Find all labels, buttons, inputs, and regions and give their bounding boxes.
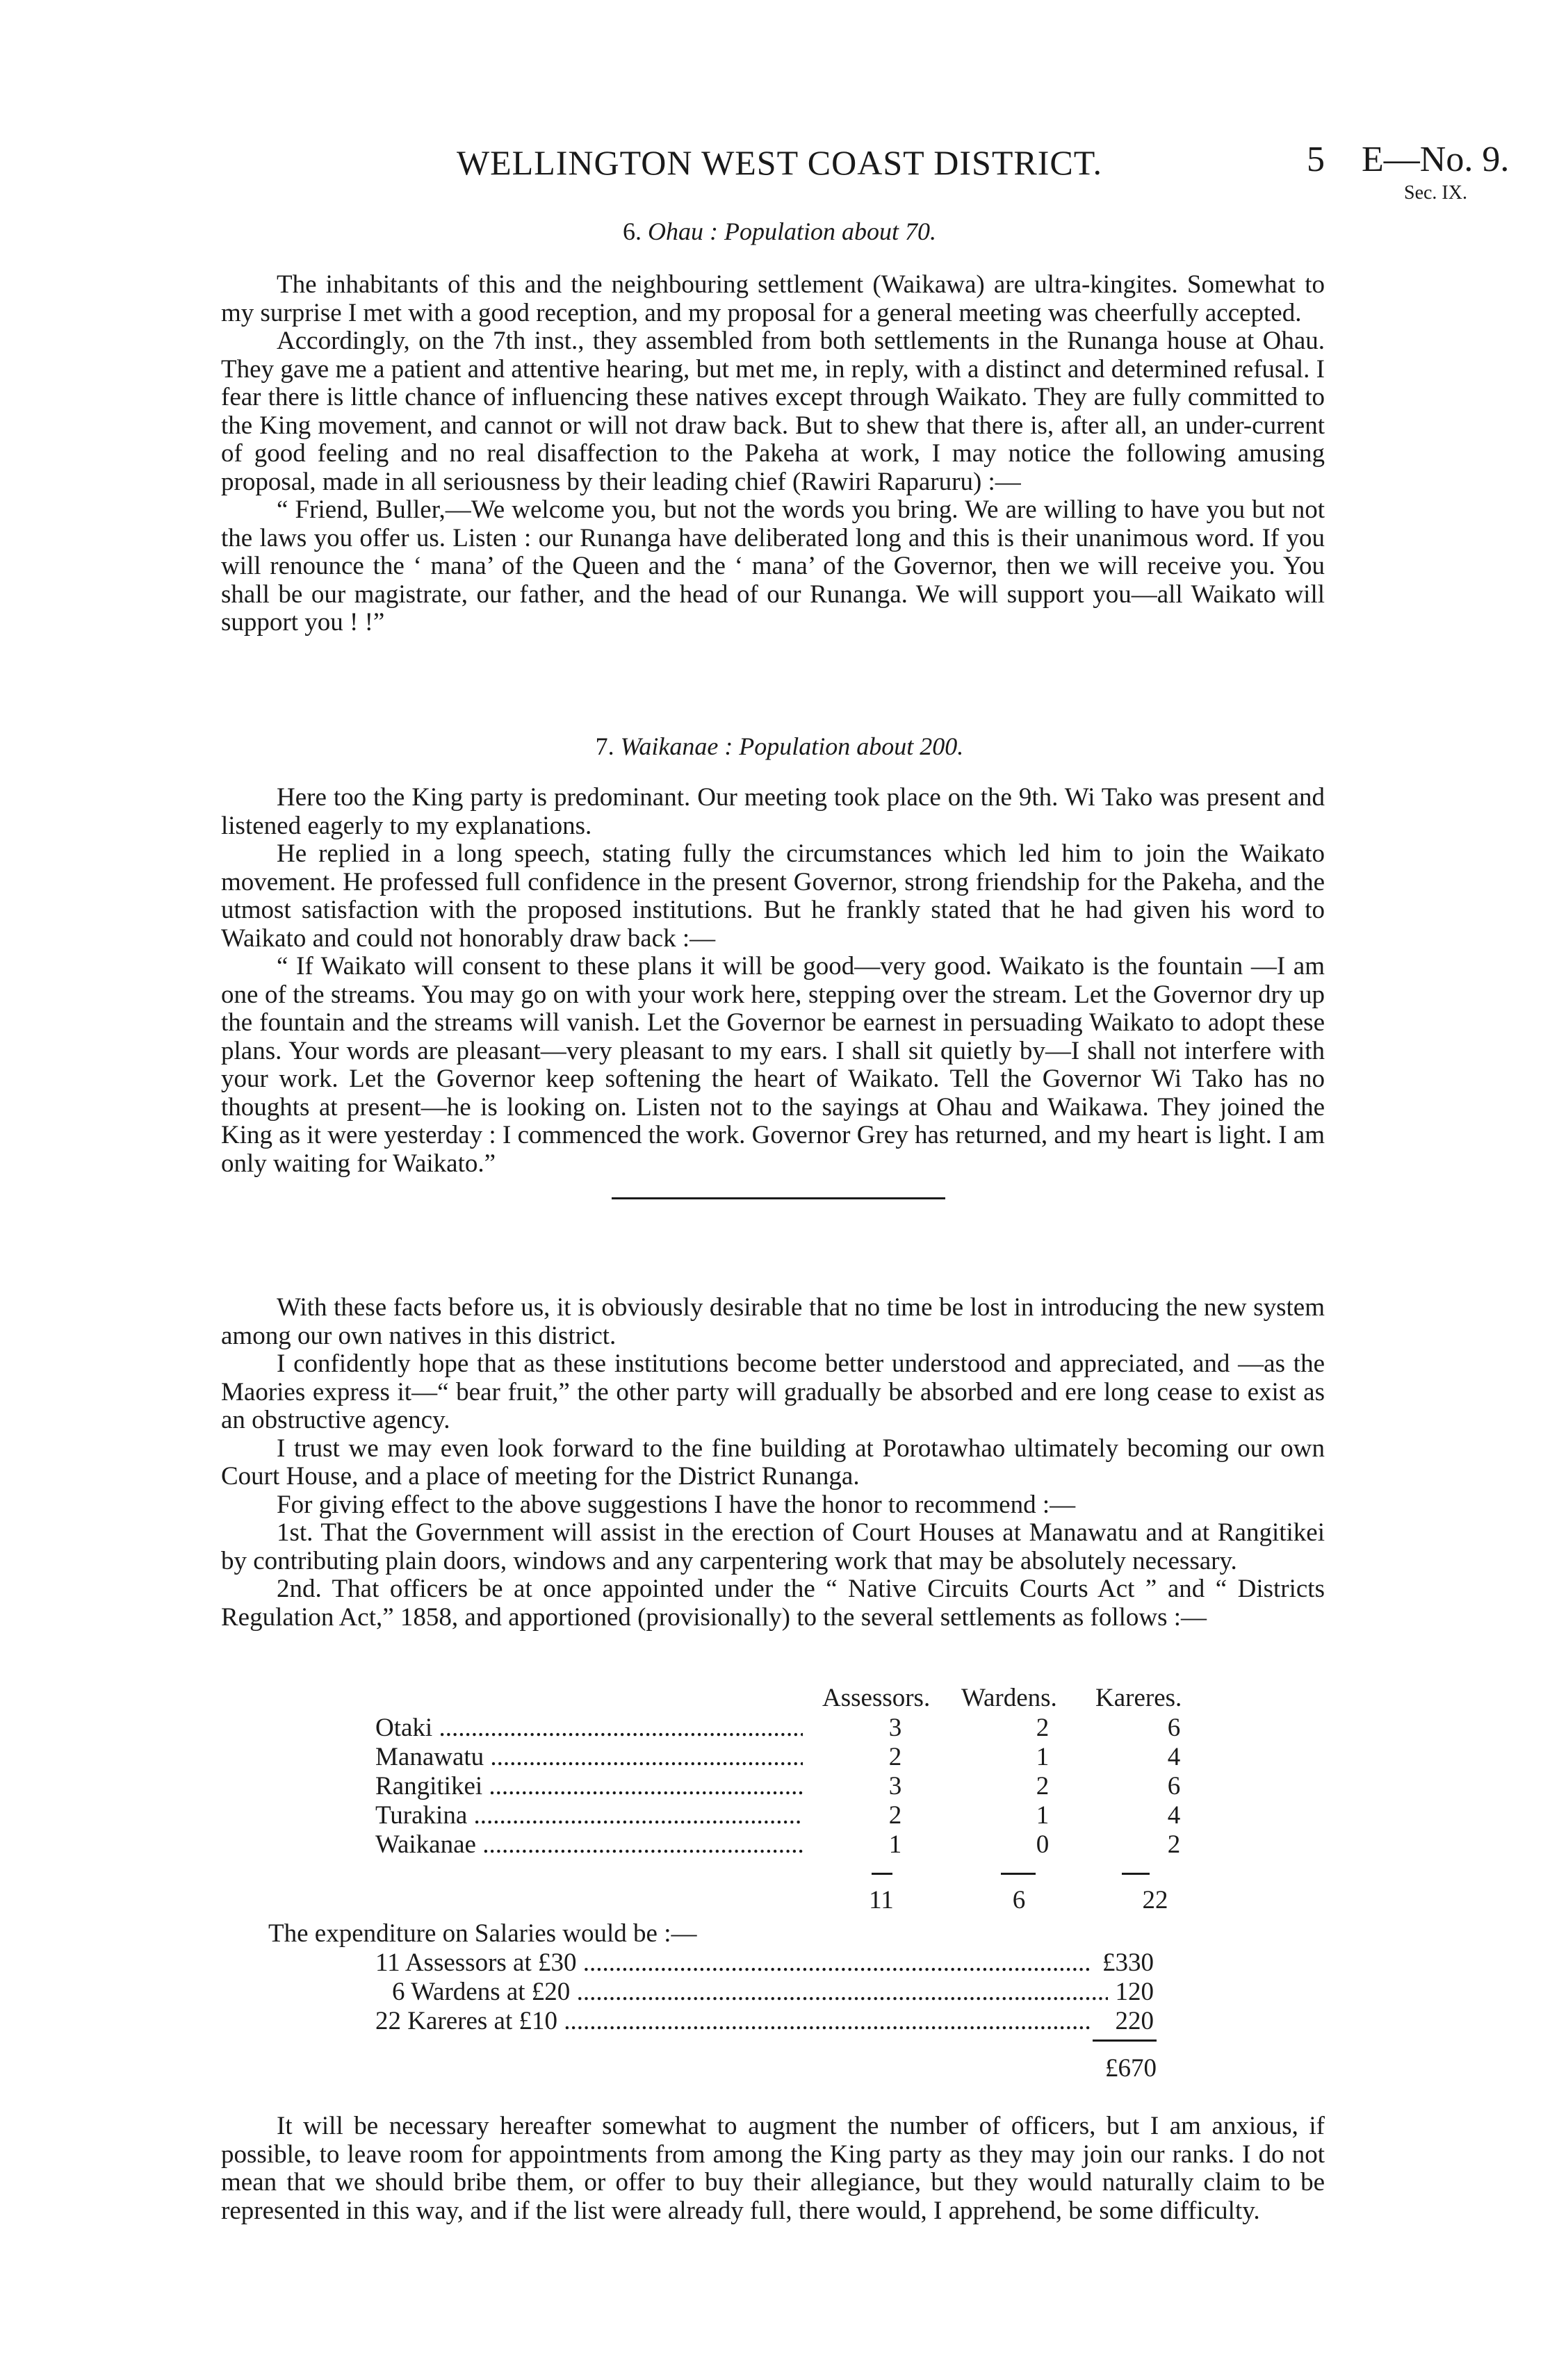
assessors-total: 11	[869, 1886, 894, 1914]
column-rule	[1122, 1873, 1150, 1875]
salary-row	[375, 1977, 1154, 2006]
section-6-number: 6.	[623, 218, 642, 245]
section-7-heading	[0, 732, 1559, 761]
assessors-count: 2	[888, 1801, 902, 1830]
salary-row	[375, 1948, 1154, 1977]
column-rule	[872, 1873, 892, 1875]
quotation-paragraph: “ If Waikato will consent to these plans it will be good—very good. Waikato is the fountain —I am one of the streams. You may go on with your work here, stepping over the stream. Let the Governor dry up the fountain and the streams will vanish. Let the Governor be earnest in persuading Waikato to adopt these plans. Your words are pleasant—very pleasant to my ears. I shall sit quietly by—I shall not interfere with your work. Let the Governor keep softening the heart of Waikato. Tell the Governor Wi Tako has no thoughts at present—he is looking on. Listen not to the sayings at Ohau and Waikawa. They joined the King as it were yesterday : I commenced the work. Governor Grey has returned, and my heart is light. I am only waiting for Waikato.”	[221, 952, 1325, 1178]
kareres-count: 4	[1167, 1801, 1181, 1830]
wardens-total: 6	[1012, 1886, 1026, 1914]
salary-amount: £330	[1100, 1948, 1154, 1978]
paragraph: Here too the King party is predominant. Our meeting took place on the 9th. Wi Tako was present and listened eagerly to my explanations.	[221, 783, 1325, 840]
paragraph: With these facts before us, it is obviously desirable that no time be lost in introducing the new system among our own natives in this district.	[221, 1293, 1325, 1350]
total-rule	[1093, 2040, 1157, 2042]
column-rule	[1001, 1873, 1036, 1875]
salaries-intro: The expenditure on Salaries would be :—	[268, 1919, 697, 1948]
quotation-paragraph: “ Friend, Buller,—We welcome you, but not the words you bring. We are willing to have you but not the laws you offer us. Listen : our Runanga have deliberated long and this is their unanimous word. If you will renounce the ‘ mana’ of the Queen and the ‘ mana’ of the Governor, then we will receive you. You shall be our magistrate, our father, and the head of our Runanga. We will support you—all Waikato will support you ! !”	[221, 495, 1325, 637]
assessors-count: 3	[888, 1772, 902, 1800]
settlement-name: Rangitikei .....	[375, 1771, 803, 1801]
paragraph: For giving effect to the above suggestions I have the honor to recommend :—	[277, 1490, 1076, 1519]
settlement-name: Turakina .....	[375, 1800, 803, 1830]
wardens-count: 2	[1036, 1772, 1050, 1800]
paragraph: I trust we may even look forward to the fine building at Porotawhao ultimately becoming our own Court House, and a place of meeting for the District Runanga.	[221, 1434, 1325, 1491]
section-7-body	[221, 784, 1325, 1178]
salary-row	[375, 2006, 1154, 2035]
kareres-count: 2	[1167, 1830, 1181, 1859]
section-6-heading	[0, 217, 1559, 246]
section-reference: Sec. IX.	[1404, 182, 1467, 204]
settlement-name: Manawatu .....	[375, 1742, 803, 1772]
paragraph: He replied in a long speech, stating fully the circumstances which led him to join the Waikato movement. He professed full confidence in the present Governor, strong friendship for the Pakeha, and the utmost satisfaction with the proposed institutions. But he frankly stated that he had given his word to Waikato and could not honorably draw back :—	[221, 839, 1325, 953]
salary-label: 6 Wardens at £20 .....	[375, 1977, 1108, 2007]
section-6-title: Ohau : Population about 70.	[648, 218, 936, 245]
table-row	[375, 1742, 1209, 1771]
settlement-name: Otaki .....	[375, 1713, 803, 1743]
assessors-count: 2	[888, 1743, 902, 1771]
kareres-count: 6	[1167, 1714, 1181, 1742]
paragraph: I confidently hope that as these institutions become better understood and appreciated, and —as the Maories express it—“ bear fruit,” the other party will gradually be absorbed and ere long cease to exist as an obstructive agency.	[221, 1349, 1325, 1434]
salary-label: 11 Assessors at £30 .....	[375, 1948, 1091, 1978]
page-reference	[1307, 139, 1509, 180]
section-7-number: 7.	[595, 732, 614, 760]
recommendation-2: 2nd. That officers be at once appointed under the “ Native Circuits Courts Act ” and “ Districts Regulation Act,” 1858, and apportioned (provisionally) to the several settlements as follows :—	[221, 1575, 1325, 1632]
settlement-name: Waikanae .....	[375, 1830, 803, 1860]
assessors-count: 1	[888, 1830, 902, 1859]
assessors-count: 3	[888, 1714, 902, 1742]
column-header-wardens: Wardens.	[961, 1684, 1057, 1712]
table-row	[375, 1800, 1209, 1830]
paragraph: Accordingly, on the 7th inst., they assembled from both settlements in the Runanga house at Ohau. They gave me a patient and attentive hearing, but met me, in reply, with a distinct and determined refusal. I fear there is little chance of influencing these natives except through Waikato. They are fully committed to the King movement, and cannot or will not draw back. But to shew that there is, after all, an under-current of good feeling and no real disaffection to the Pakeha at work, I may notice the following amusing proposal, made in all seriousness by their leading chief (Rawiri Raparuru) :—	[221, 327, 1325, 496]
conclusion-body	[221, 1294, 1325, 1632]
paragraph: The inhabitants of this and the neighbouring settlement (Waikawa) are ultra-kingites. Somewhat to my surprise I met with a good reception, and my proposal for a general meeting was cheerfully accepted.	[221, 270, 1325, 327]
salaries-total: £670	[1105, 2054, 1157, 2083]
paragraph: It will be necessary hereafter somewhat to augment the number of officers, but I am anxious, if possible, to leave room for appointments from among the King party as they may join our ranks. I do not mean that we should bribe them, or offer to buy their allegiance, but they would naturally claim to be represented in this way, and if the list were already full, there would, I apprehend, be some difficulty.	[221, 2112, 1325, 2225]
table-row	[375, 1771, 1209, 1800]
table-row	[375, 1713, 1209, 1742]
page-title: WELLINGTON WEST COAST DISTRICT.	[456, 143, 1103, 182]
kareres-count: 6	[1167, 1772, 1181, 1800]
page-number: 5	[1307, 140, 1325, 179]
kareres-count: 4	[1167, 1743, 1181, 1771]
kareres-total: 22	[1142, 1886, 1168, 1914]
wardens-count: 0	[1036, 1830, 1050, 1859]
recommendation-1: 1st. That the Government will assist in the erection of Court Houses at Manawatu and at Rangitikei by contributing plain doors, windows and any carpentering work that may be absolutely necessary.	[221, 1518, 1325, 1575]
salary-amount: 220	[1113, 2006, 1154, 2036]
section-6-body	[221, 271, 1325, 637]
section-divider	[612, 1197, 945, 1199]
salary-amount: 120	[1113, 1977, 1154, 2007]
column-header-assessors: Assessors.	[822, 1684, 931, 1712]
wardens-count: 1	[1036, 1743, 1050, 1771]
wardens-count: 2	[1036, 1714, 1050, 1742]
table-row	[375, 1830, 1209, 1859]
closing-body	[221, 2112, 1325, 2225]
section-7-title: Waikanae : Population about 200.	[620, 732, 964, 760]
salary-label: 22 Kareres at £10 .....	[375, 2006, 1091, 2036]
wardens-count: 1	[1036, 1801, 1050, 1830]
column-header-kareres: Kareres.	[1095, 1684, 1182, 1712]
document-reference: E—No. 9.	[1362, 140, 1510, 179]
